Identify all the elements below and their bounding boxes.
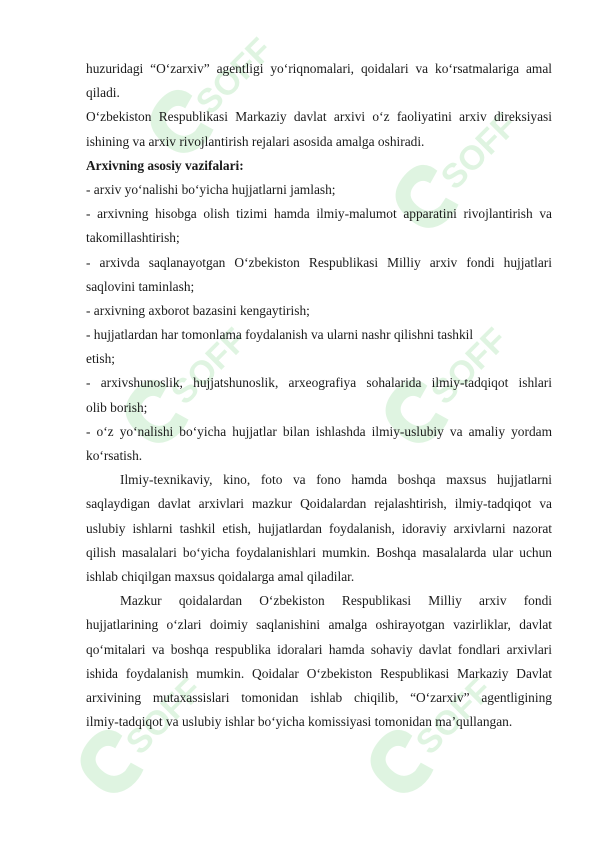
watermark-text: SOFF <box>433 105 525 197</box>
watermark-text: SOFF <box>188 30 280 122</box>
text-line: Mazkur qoidalardan O‘zbekiston Respublikasi Milliy arxiv fondi <box>120 593 552 609</box>
text-line: saqlovini taminlash; <box>86 278 195 294</box>
text-line: arxivining mutaxassislari tomonidan ishlab chiqilib, “O‘zarxiv” agentligining <box>86 689 552 705</box>
text-line: - arxivda saqlanayotgan O‘zbekiston Respublikasi Milliy arxiv fondi hujjatlari <box>86 254 552 270</box>
text-line: ko‘rsatish. <box>86 448 143 463</box>
text-line: - arxiv yo‘nalishi bo‘yicha hujjatlarni jamlash; <box>86 181 336 197</box>
text-line: O‘zbekiston Respublikasi Markaziy davlat arxivi o‘z faoliyatini arxiv direksiyasi <box>86 109 552 125</box>
watermark-text: SOFF <box>408 670 500 762</box>
text-line: ilmiy-tadqiqot va uslubiy ishlar bo‘yicha komissiyasi tomonidan ma’qullangan. <box>86 714 513 730</box>
section-heading: Arxivning asosiy vazifalari: <box>86 157 244 173</box>
text-line: - o‘z yo‘nalishi bo‘yicha hujjatlar bilan ishlashda ilmiy-uslubiy va amaliy yordam <box>86 423 552 439</box>
document-body <box>86 57 552 734</box>
text-line: - arxivning hisobga olish tizimi hamda ilmiy-malumot apparatini rivojlantirish va <box>86 206 552 222</box>
text-line: huzuridagi “O‘zarxiv” agentligi yo‘riqnomalari, qoidalari va ko‘rsatmalariga amal <box>86 61 552 76</box>
watermark-text: SOFF <box>118 670 210 762</box>
text-line: saqlaydigan davlat arxivlari mazkur Qoidalardan rejalashtirish, ilmiy-tadqiqot va <box>86 496 552 512</box>
text-line: olib borish; <box>86 399 148 415</box>
text-line: qiladi. <box>86 85 120 101</box>
watermark-text: SOFF <box>423 320 515 412</box>
text-line: ishida foydalanish mumkin. Qoidalar O‘zbekiston Respublikasi Markaziy Davlat <box>86 665 552 681</box>
text-line: - arxivshunoslik, hujjatshunoslik, arxeografiya sohalarida ilmiy-tadqiqot ishlari <box>86 375 552 391</box>
text-line: - hujjatlardan har tomonlama foydalanish va ularni nashr qilishni tashkil <box>86 327 474 343</box>
text-line: ishlab chiqilgan maxsus qoidalarga amal qiladilar. <box>86 568 355 584</box>
text-line: Ilmiy-texnikaviy, kino, foto va fono hamda boshqa maxsus hujjatlarni <box>120 472 552 488</box>
text-line: takomillashtirish; <box>86 230 180 246</box>
text-line: etish; <box>86 351 116 367</box>
text-line: ishining va arxiv rivojlantirish rejalari asosida amalga oshiradi. <box>86 133 425 149</box>
text-line: qo‘mitalari va boshqa respublika idoralari hamda sohaviy davlat fondlari arxivlari <box>86 641 552 657</box>
text-line: uslubiy ishlarni tashkil etish, hujjatlardan foydalanish, idoraviy arxivlarni nazorat <box>86 520 552 536</box>
text-line: - arxivning axborot bazasini kengaytirish; <box>86 302 310 318</box>
watermark-text: SOFF <box>163 320 255 412</box>
text-line: qilish masalalari bo‘yicha foydalanishlari mumkin. Boshqa masalalarda ular uchun <box>86 544 552 560</box>
text-line: hujjatlarining o‘zlari doimiy saqlanishini amalga oshirayotgan vazirliklar, davlat <box>86 617 552 633</box>
